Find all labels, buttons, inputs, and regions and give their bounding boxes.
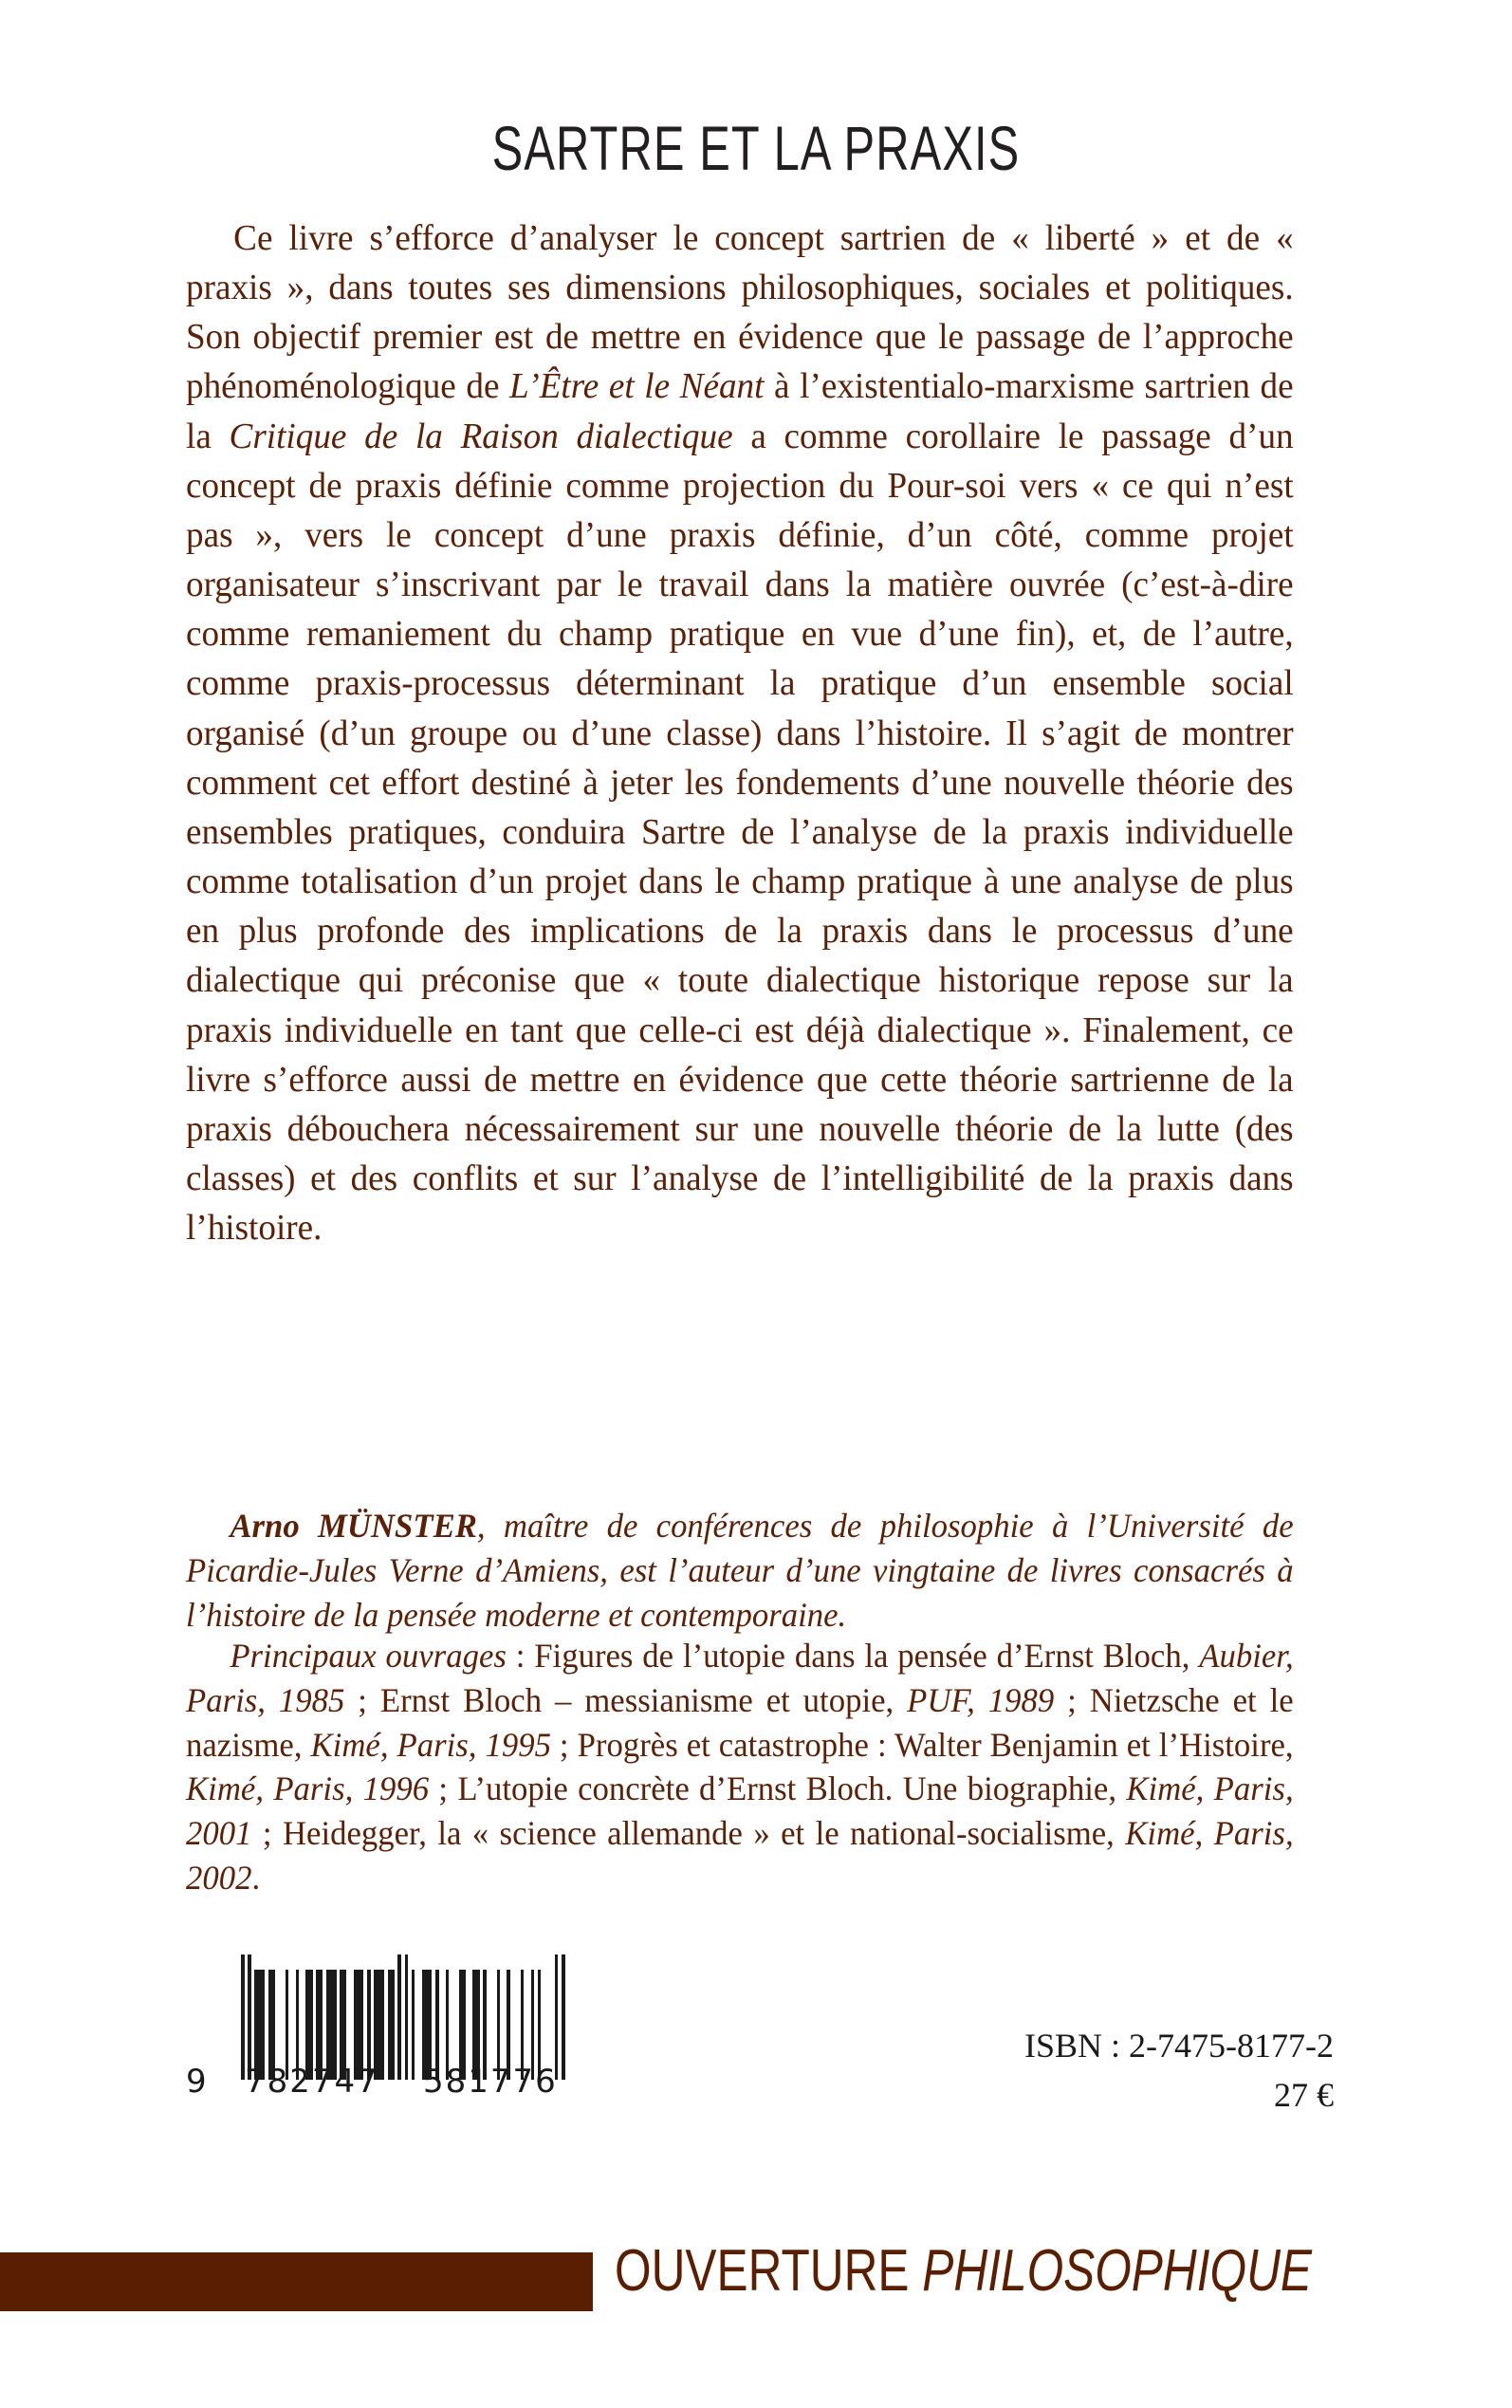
page-title: SARTRE ET LA PRAXIS	[491, 113, 1021, 183]
price: 27 €	[1274, 2076, 1334, 2115]
book-description	[186, 213, 1294, 1252]
bibliography-heading: Principaux ouvrages	[230, 1637, 507, 1675]
cited-work-letre-et-le-neant: L’Être et le Néant	[509, 366, 765, 407]
ean-barcode	[186, 1954, 594, 2101]
bibliography-entry-separator: ;	[344, 1680, 380, 1719]
bibliography-entry-reference: Kimé, Paris, 2001	[186, 1769, 1294, 1853]
description-paragraph	[186, 213, 1294, 1252]
bibliography-entry-separator: ;	[429, 1769, 458, 1808]
barcode-left-group: 782747	[245, 2063, 379, 2101]
bibliography-entry-title: Nietzsche et le nazisme,	[186, 1680, 1294, 1764]
barcode-lead-digit: 9	[186, 2063, 207, 2101]
bibliography-entry-reference: PUF, 1989	[907, 1680, 1055, 1719]
bibliography-entries	[186, 1637, 1294, 1897]
series-name-regular: OUVERTURE	[615, 2238, 910, 2304]
description-text-part-3: a comme corollaire le passage d’un concept de praxis définie comme projection du Pour-soi vers « ce qui n’est pas », vers le concept d’une praxis définie, d’un côté, comme projet organisateur s’inscrivant par le travail dans la matière ouvrée (c’est-à-dire comme remaniement du champ pratique en vue d’une fin), et, de l’autre, comme praxis-processus déterminant la pratique d’un ensemble social organisé (d’un groupe ou d’une classe) dans l’histoire. Il s’agit de montrer comment cet effort destiné à jeter les fondements d’une nouvelle théorie des ensembles pratiques, conduira Sartre de l’analyse de la praxis individuelle comme totalisation d’un projet dans le champ pratique à une analyse de plus en plus profonde des implications de la praxis dans le processus d’une dialectique qui préconise que « toute dialectique historique repose sur la praxis individuelle en tant que celle-ci est déjà dialectique ». Finalement, ce livre s’efforce aussi de mettre en évidence que cette théorie sartrienne de la praxis débouchera nécessairement sur une nouvelle théorie de la lutte (des classes) et des conflits et sur l’analyse de l’intelligibilité de la praxis dans l’histoire.	[186, 416, 1294, 1249]
barcode-bars	[241, 1954, 594, 2080]
cited-work-critique-raison-dialectique: Critique de la Raison dialectique	[229, 416, 733, 456]
bibliography-entry-separator: ;	[251, 1814, 283, 1853]
bibliography-paragraph	[186, 1634, 1294, 1900]
author-biography	[186, 1504, 1294, 1637]
bibliography-entry-title: Ernst Bloch – messianisme et utopie,	[379, 1680, 908, 1719]
isbn-price-block	[1024, 2021, 1334, 2120]
bibliography-entry-title: Heidegger, la « science allemande » et le national-socialisme,	[282, 1814, 1126, 1853]
bibliography-entry-title: Figures de l’utopie dans la pensée d’Ernst Bloch,	[534, 1637, 1200, 1675]
bio-text: , maître de conférences de philosophie à l’Université de Picardie-Jules Verne d’Amiens, est l’auteur d’une vingtaine de livres consacrés à l’histoire de la pensée moderne et contemporaine.	[186, 1507, 1294, 1634]
bio-paragraph	[186, 1504, 1294, 1637]
bibliography-separator: :	[506, 1637, 535, 1675]
description-text-part-1: Ce livre s’efforce d’analyser le concept sartrien de « liberté » et de « praxis », dans toutes ses dimensions philosophiques, sociales et politiques. Son objectif premier est de mettre en évidence que le passage de l’approche phénoménologique de	[186, 218, 1294, 407]
bibliography-entry-separator: ;	[1054, 1680, 1090, 1719]
series-name-italic: PHILOSOPHIQUE	[922, 2238, 1312, 2304]
footer-brown-bar	[0, 2252, 593, 2311]
description-text-part-2: à l’existentialo-marxisme sartrien de la	[186, 366, 1294, 456]
bibliography-entry-title: Progrès et catastrophe : Walter Benjamin et l’Histoire,	[577, 1725, 1294, 1764]
barcode-digits	[186, 2063, 594, 2101]
series-footer	[0, 2238, 1512, 2311]
bibliography-entry-reference: Aubier, Paris, 1985	[186, 1637, 1294, 1719]
bibliography-entry-reference: Kimé, Paris, 1996	[186, 1769, 430, 1808]
bibliography-entry-reference: Kimé, Paris, 2002	[186, 1814, 1294, 1897]
bibliography-entry-reference: Kimé, Paris, 1995	[310, 1725, 551, 1764]
barcode-bar	[562, 1954, 565, 2080]
bibliography-entry-separator: ;	[550, 1725, 578, 1764]
bibliography-entry-title: L’utopie concrète d’Ernst Bloch. Une biographie,	[457, 1769, 1127, 1808]
bibliography	[186, 1634, 1294, 1900]
series-name	[615, 2237, 1312, 2305]
barcode-bar	[415, 1970, 421, 2080]
isbn-number: ISBN : 2-7475-8177-2	[1024, 2027, 1334, 2065]
barcode-right-group: 581776	[423, 2063, 558, 2101]
bibliography-entry-separator: .	[251, 1858, 261, 1897]
author-name: Arno MÜNSTER	[230, 1507, 477, 1545]
